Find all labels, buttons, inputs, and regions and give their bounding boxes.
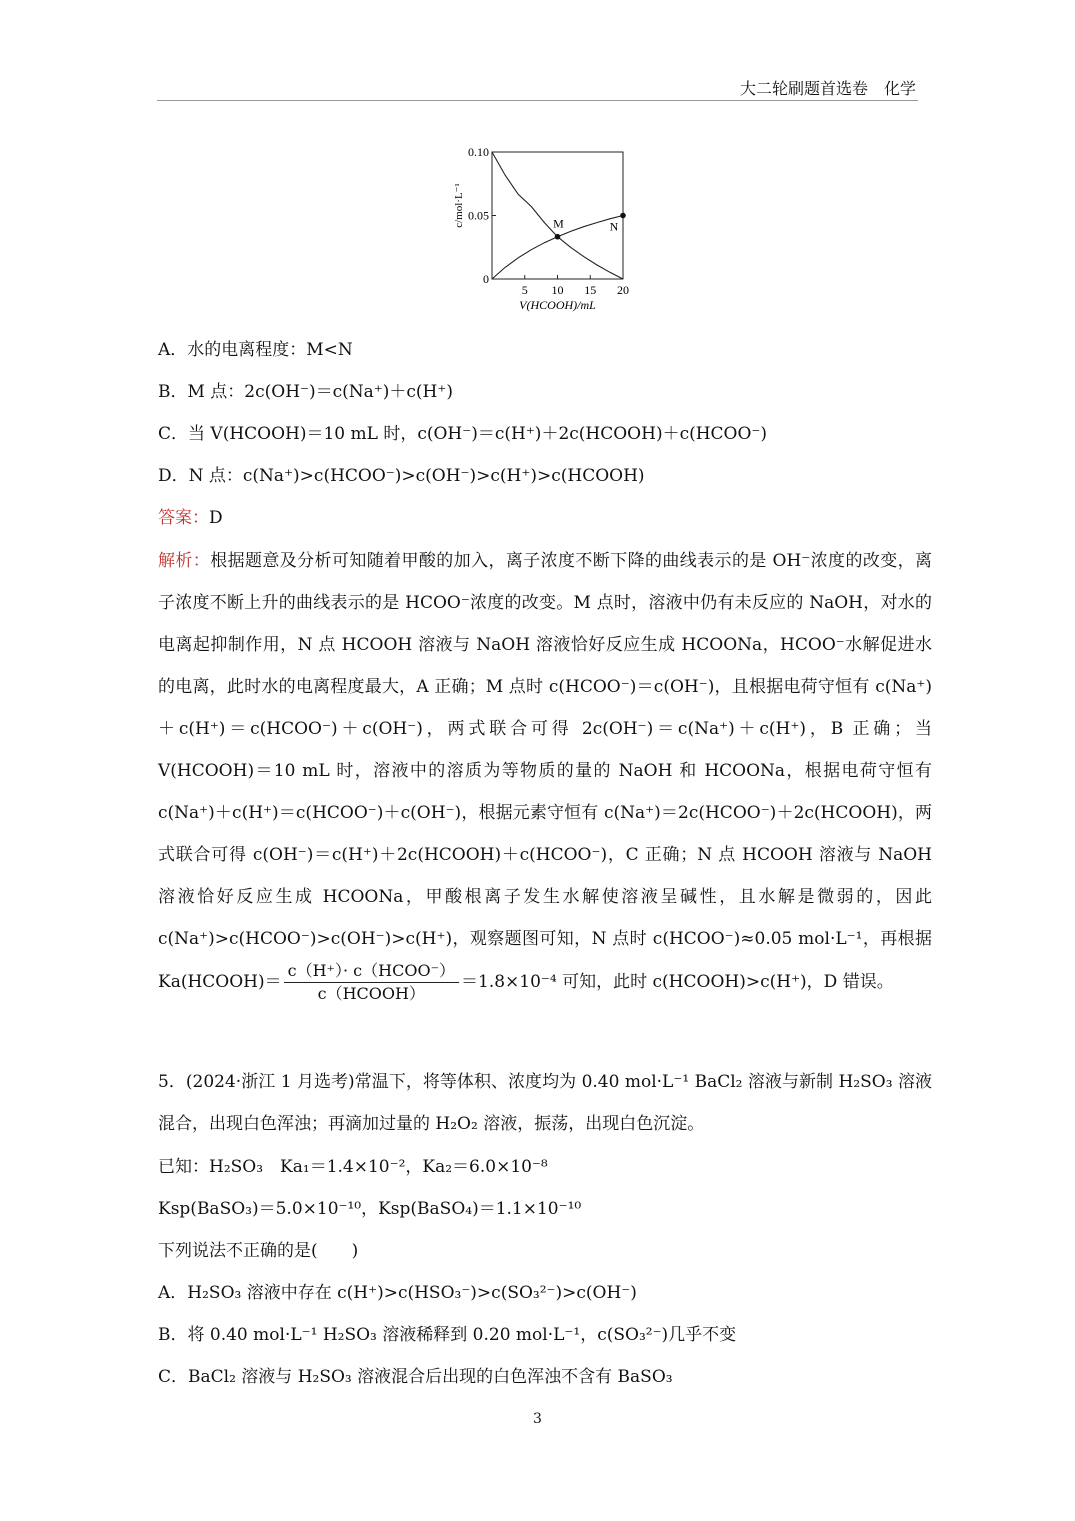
y-tick-label: 0 — [483, 272, 489, 286]
option-a: A．水的电离程度：M<N — [158, 340, 353, 360]
known-line-2: Ksp(BaSO₃)＝5.0×10⁻¹⁰，Ksp(BaSO₄)＝1.1×10⁻¹⁰ — [158, 1199, 582, 1219]
option-b: B．M 点：2c(OH⁻)＝c(Na⁺)＋c(H⁺) — [158, 382, 453, 402]
analysis-text-2: ＝1.8×10⁻⁴ 可知，此时 c(HCOOH)>c(H⁺)，D 错误。 — [461, 972, 894, 992]
x-axis-label: V(HCOOH)/mL — [519, 298, 596, 312]
analysis-paragraph — [158, 540, 932, 1005]
point-N — [620, 213, 626, 219]
fraction-numerator: c（H⁺）· c（HCOO⁻） — [284, 960, 459, 983]
x-tick-label: 10 — [551, 283, 564, 297]
series-line-0 — [492, 152, 623, 279]
option-c: C．当 V(HCOOH)＝10 mL 时，c(OH⁻)＝c(H⁺)＋2c(HCOOH)＋c(HCOO⁻) — [158, 424, 768, 444]
point-label-N: N — [609, 219, 619, 234]
point-label-M: M — [553, 216, 564, 231]
y-tick-label: 0.05 — [468, 208, 489, 223]
answer-line — [158, 507, 223, 529]
question-5-stem: 5．(2024·浙江 1 月选考)常温下，将等体积、浓度均为 0.40 mol·L⁻¹ BaCl₂ 溶液与新制 H₂SO₃ 溶液混合，出现白色浑浊；再滴加过量的 H₂O₂ 溶液，振荡，出现白色沉淀。 — [158, 1072, 932, 1134]
analysis-text-1: 根据题意及分析可知随着甲酸的加入，离子浓度不断下降的曲线表示的是 OH⁻浓度的改变，离子浓度不断上升的曲线表示的是 HCOO⁻浓度的改变。M 点时，溶液中仍有未反应的 NaOH，对水的电离起抑制作用，N 点 HCOOH 溶液与 NaOH 溶液恰好反应生成 HCOONa，HCOO⁻水解促进水的电离，此时水的电离程度最大，A 正确；M 点时 c(HCOO⁻)＝c(OH⁻)，且根据电荷守恒有 c(Na⁺)＋c(H⁺)＝c(HCOO⁻)＋c(OH⁻)，两式联合可得 2c(OH⁻)＝c(Na⁺)＋c(H⁺)，B 正确；当 V(HCOOH)＝10 mL 时，溶液中的溶质为等物质的量的 NaOH 和 HCOONa，根据电荷守恒有 c(Na⁺)＋c(H⁺)＝c(HCOO⁻)＋c(OH⁻)，根据元素守恒有 c(Na⁺)＝2c(HCOO⁻)＋2c(HCOOH)，两式联合可得 c(OH⁻)＝c(H⁺)＋2c(HCOOH)＋c(HCOO⁻)，C 正确；N 点 HCOOH 溶液与 NaOH 溶液恰好反应生成 HCOONa，甲酸根离子发生水解使溶液呈碱性，且水解是微弱的，因此 c(Na⁺)>c(HCOO⁻)>c(OH⁻)>c(H⁺)，观察题图可知，N 点时 c(HCOO⁻)≈0.05 mol·L⁻¹，再根据 Ka(HCOOH)＝ — [158, 551, 933, 992]
y-axis-label: c/mol·L⁻¹ — [453, 183, 465, 228]
analysis-label: 解析： — [158, 551, 211, 571]
point-M — [555, 234, 561, 240]
answer-value: D — [209, 508, 223, 528]
header-title: 大二轮刷题首选卷 化学 — [739, 79, 916, 98]
known-line-1: 已知：H₂SO₃ Ka₁＝1.4×10⁻²，Ka₂＝6.0×10⁻⁸ — [158, 1157, 548, 1177]
x-tick-label: 5 — [521, 283, 528, 297]
concentration-chart — [440, 140, 640, 315]
option-d: D．N 点：c(Na⁺)>c(HCOO⁻)>c(OH⁻)>c(H⁺)>c(HCOOH) — [158, 466, 645, 486]
fraction-denominator: c（HCOOH） — [317, 984, 425, 1003]
y-tick-label: 0.10 — [468, 145, 489, 159]
x-tick-label: 20 — [617, 283, 629, 297]
plot-frame — [492, 152, 623, 279]
question-5-ask: 下列说法不正确的是( ) — [158, 1241, 359, 1261]
q5-option-a: A．H₂SO₃ 溶液中存在 c(H⁺)>c(HSO₃⁻)>c(SO₃²⁻)>c(OH⁻) — [158, 1283, 637, 1303]
answer-label: 答案： — [158, 508, 209, 528]
q5-option-c: C．BaCl₂ 溶液与 H₂SO₃ 溶液混合后出现的白色浑浊不含有 BaSO₃ — [158, 1367, 673, 1387]
page-header — [157, 76, 918, 101]
x-tick-label: 15 — [584, 283, 597, 297]
ka-fraction — [284, 960, 459, 1005]
q5-option-b: B．将 0.40 mol·L⁻¹ H₂SO₃ 溶液稀释到 0.20 mol·L⁻¹，c(SO₃²⁻)几乎不变 — [158, 1325, 737, 1345]
page-number: 3 — [533, 1411, 542, 1427]
